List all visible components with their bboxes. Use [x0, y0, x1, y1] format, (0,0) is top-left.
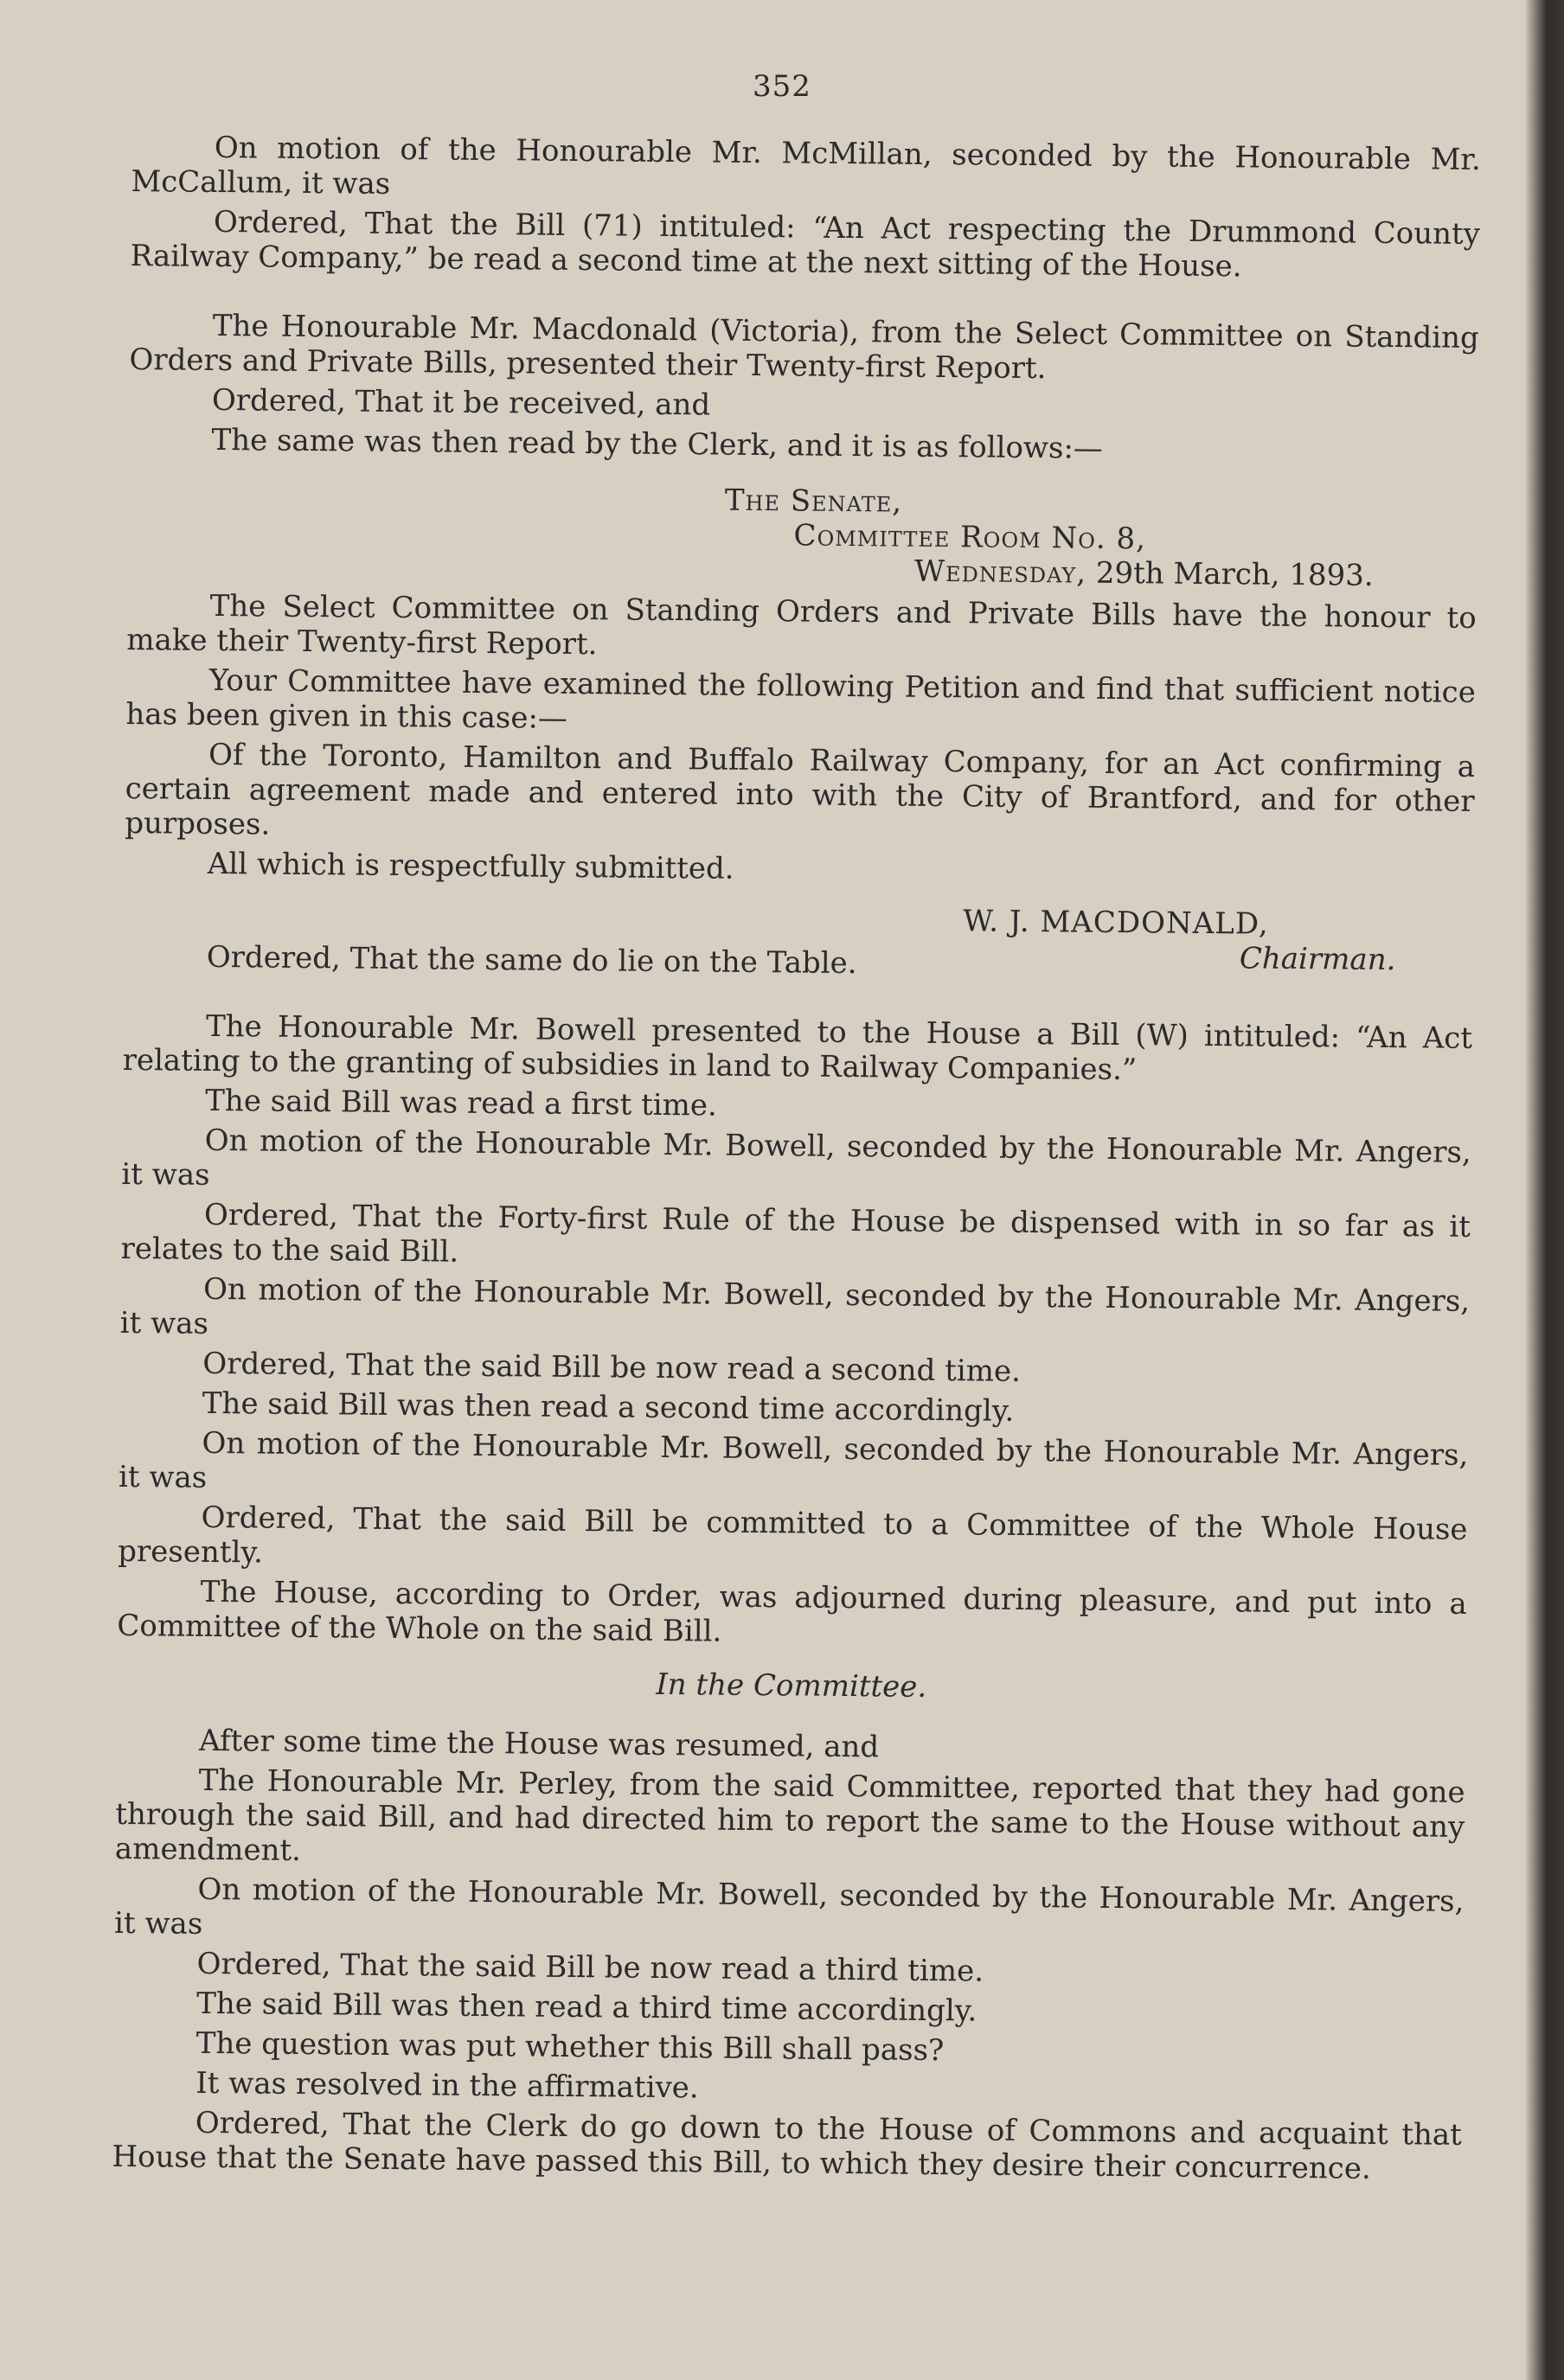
page-number: 352	[753, 69, 811, 104]
report-header-date	[914, 554, 1477, 594]
paragraph: Ordered, That it be received, and	[211, 382, 711, 423]
paragraph: Ordered, That the same do lie on the Table.	[206, 939, 857, 982]
paragraph: After some time the House was resumed, and	[198, 1723, 880, 1765]
paragraph: The Select Committee on Standing Orders and Private Bills have the honour to make their Twenty-first Report.	[126, 588, 1477, 662]
paragraph: The House, according to Order, was adjourned during pleasure, and put into a Committee of the Whole on the said Bill.	[117, 1574, 1467, 1649]
section-bill-w	[117, 1008, 1472, 1656]
paragraph: The said Bill was then read a third time accordingly.	[196, 1986, 978, 2029]
paragraph: The same was then read by the Clerk, and it is as follows:—	[211, 422, 1104, 466]
paragraph: On motion of the Honourable Mr. Bowell, seconded by the Honourable Mr. Angers, it was	[113, 1871, 1465, 1942]
report-header-day: Wednesday,	[913, 553, 1087, 591]
paragraph: On motion of the Honourable Mr. McMillan, seconded by the Honourable Mr. McCallum, it was	[131, 130, 1481, 202]
paragraph: The Honourable Mr. Bowell presented to the House a Bill (W) intituled: “An Act relating to the granting of subsidies in land to Railway Companies.”	[122, 1008, 1473, 1088]
paragraph: Ordered, That the Clerk do go down to the House of Commons and acquaint that House that the Senate have passed this Bill, to which they desire their concurrence.	[112, 2105, 1463, 2186]
paragraph: It was resolved in the affirmative.	[196, 2065, 699, 2106]
paragraph: On motion of the Honourable Mr. Bowell, seconded by the Honourable Mr. Angers, it was	[119, 1271, 1471, 1341]
report-header-date-text: 29th March, 1893.	[1095, 555, 1374, 593]
section-committee-report	[124, 308, 1479, 987]
paragraph: The Honourable Mr. Macdonald (Victoria), from the Select Committee on Standing Orders and Private Bills, presented their Twenty-first Report.	[129, 308, 1479, 387]
page-binding-edge	[1526, 0, 1564, 2380]
paragraph: Of the Toronto, Hamilton and Buffalo Railway Company, for an Act confirming a certain agreement made and entered into with the City of Brantford, and for other purposes.	[125, 737, 1476, 842]
signature-name: W. J. MACDONALD,	[963, 904, 1269, 942]
paragraph: Ordered, That the said Bill be now read a third time.	[196, 1946, 984, 1989]
signature-role: Chairman.	[1239, 941, 1396, 978]
paragraph: The said Bill was then read a second time accordingly.	[202, 1385, 1015, 1429]
report-header-room: Committee Room No. 8,	[793, 518, 1147, 557]
page-body	[112, 130, 1481, 2192]
paragraph: Your Committee have examined the following Petition and find that sufficient notice has been given in this case:—	[125, 662, 1477, 736]
paragraph: The said Bill was read a first time.	[205, 1083, 717, 1123]
paragraph: Ordered, That the Forty-first Rule of the House be dispensed with in so far as it relates to the said Bill.	[120, 1197, 1471, 1270]
paragraph: On motion of the Honourable Mr. Bowell, seconded by the Honourable Mr. Angers, it was	[121, 1123, 1471, 1193]
committee-heading: In the Committee.	[656, 1667, 927, 1705]
paragraph: Ordered, That the said Bill be now read a second time.	[202, 1346, 1022, 1389]
paragraph: The Honourable Mr. Perley, from the said Committee, reported that they had gone through the said Bill, and had directed him to report the same to the House without any amendment.	[114, 1763, 1465, 1868]
paragraph: Ordered, That the Bill (71) intituled: “An Act respecting the Drummond County Railway Company,” be read a second time at the next sitting of the House.	[130, 204, 1481, 285]
paragraph: All which is respectfully submitted.	[207, 846, 734, 886]
paragraph: Ordered, That the said Bill be committed to a Committee of the Whole House presently.	[118, 1500, 1468, 1571]
paragraph: The question was put whether this Bill shall pass?	[196, 2025, 945, 2069]
report-header-senate: The Senate,	[724, 483, 903, 520]
paragraph: On motion of the Honourable Mr. Bowell, seconded by the Honourable Mr. Angers, it was	[118, 1425, 1469, 1495]
section-drummond-bill	[130, 130, 1481, 286]
section-committee-proceedings	[112, 1723, 1465, 2187]
